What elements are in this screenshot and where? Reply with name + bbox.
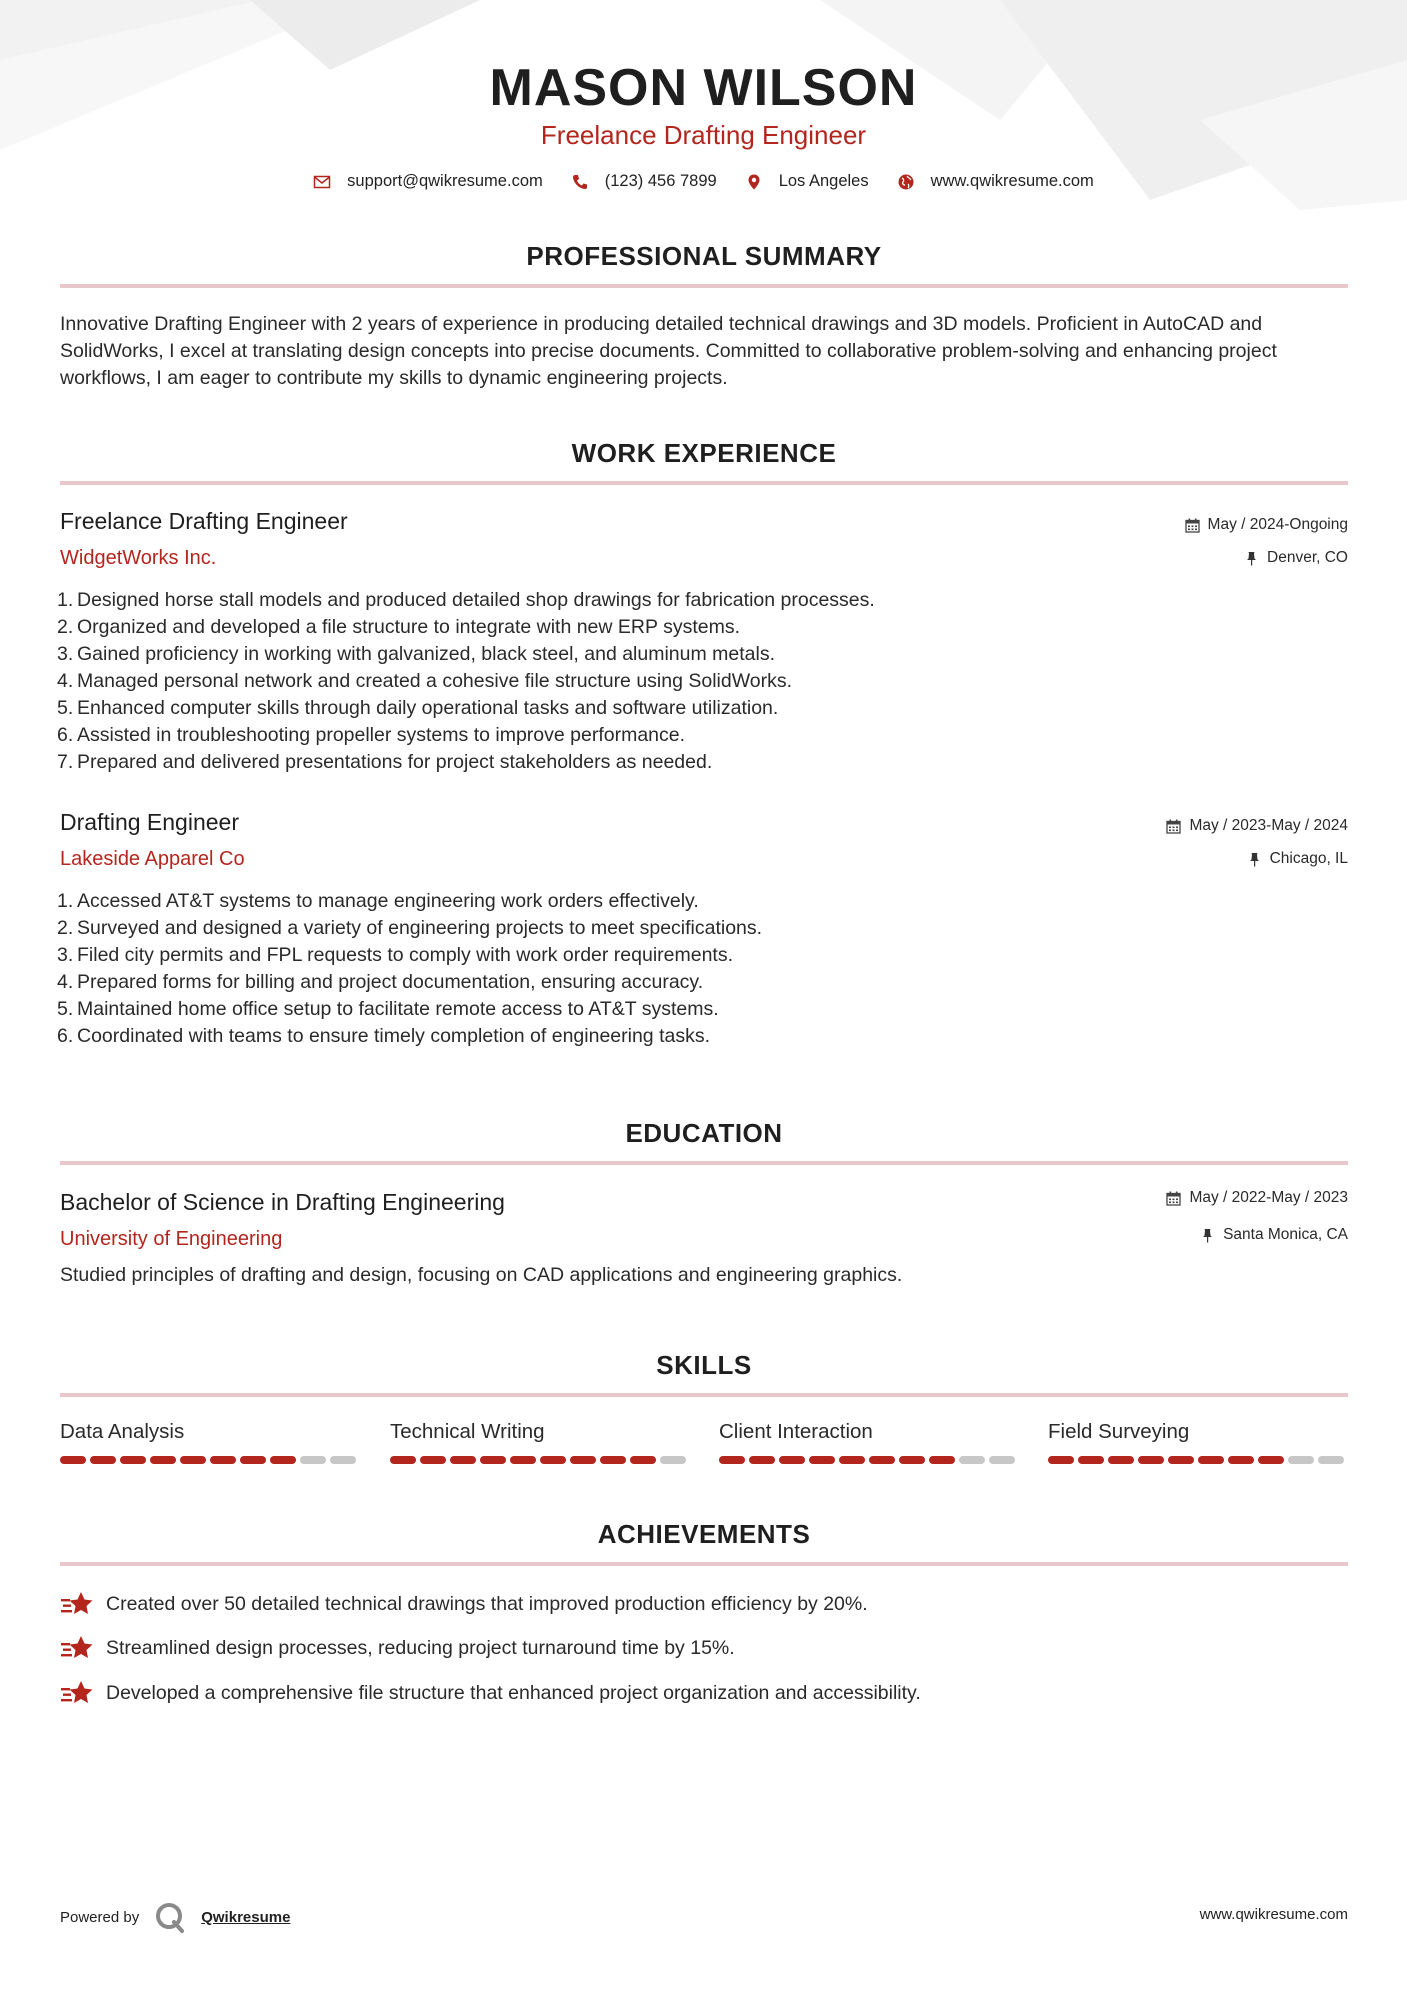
achievements-divider — [60, 1562, 1348, 1566]
phone-icon — [571, 173, 589, 191]
list-item: 4. Managed personal network and created a cohesive file structure using SolidWorks. — [57, 670, 793, 692]
list-item: 4. Prepared forms for billing and project documentation, ensuring accuracy. — [57, 971, 704, 993]
achievements-heading: ACHIEVEMENTS — [597, 1519, 811, 1549]
calendar-icon — [1185, 518, 1200, 533]
education-dates-text: May / 2022-May / 2023 — [1189, 1189, 1348, 1206]
skill-name: Client Interaction — [719, 1420, 873, 1443]
contact-website-text: www.qwikresume.com — [930, 172, 1094, 190]
achievement-text: Created over 50 detailed technical drawings that improved production efficiency by 20%. — [106, 1592, 868, 1615]
summary-divider — [60, 284, 1348, 288]
job-dates — [1166, 817, 1348, 835]
job-title: Freelance Drafting Engineer — [60, 508, 348, 534]
list-item: 5. Maintained home office setup to facilitate remote access to AT&T systems. — [57, 998, 719, 1020]
experience-divider — [60, 481, 1348, 485]
skill-segment-empty — [989, 1456, 1015, 1464]
education-degree: Bachelor of Science in Drafting Engineering — [60, 1189, 505, 1215]
candidate-title: Freelance Drafting Engineer — [540, 120, 867, 150]
contact-email-text: support@qwikresume.com — [347, 172, 543, 190]
list-item: 6. Coordinated with teams to ensure timely completion of engineering tasks. — [57, 1025, 710, 1047]
skill-segment-filled — [869, 1456, 895, 1464]
calendar-icon — [1166, 1191, 1181, 1206]
summary-heading: PROFESSIONAL SUMMARY — [526, 241, 882, 271]
map-pin-icon — [745, 173, 763, 191]
skill-segment-filled — [420, 1456, 446, 1464]
job-dates — [1185, 516, 1348, 534]
education-school: University of Engineering — [60, 1228, 283, 1250]
achievement-text: Streamlined design processes, reducing project turnaround time by 15%. — [106, 1636, 735, 1659]
list-item: 2. Organized and developed a file structure to integrate with new ERP systems. — [57, 616, 740, 638]
powered-by-label: Powered by — [60, 1908, 140, 1926]
skill-segment-filled — [779, 1456, 805, 1464]
skill-segment-filled — [1168, 1456, 1194, 1464]
summary-text: Innovative Drafting Engineer with 2 years of experience in producing detailed technical drawings and 3D models. Proficient in AutoCAD and SolidWorks, I excel at translating design concepts into precise documents. Committed to collaborative problem-solving and enhancing project workflows, I am eager to contribute my skills to dynamic engineering projects. — [60, 313, 1277, 389]
job-location — [1244, 549, 1348, 567]
skill-name: Field Surveying — [1048, 1420, 1190, 1443]
pushpin-icon — [1247, 852, 1262, 867]
list-item: 7. Prepared and delivered presentations for project stakeholders as needed. — [57, 751, 713, 773]
achievement-item — [60, 1679, 921, 1707]
list-item: 6. Assisted in troubleshooting propeller systems to improve performance. — [57, 724, 686, 746]
skill-level-bar — [719, 1456, 1021, 1464]
shooting-star-icon — [60, 1590, 94, 1618]
experience-heading: WORK EXPERIENCE — [571, 438, 837, 468]
job-company: WidgetWorks Inc. — [60, 547, 217, 569]
skill-segment-empty — [1288, 1456, 1314, 1464]
skill-segment-filled — [1048, 1456, 1074, 1464]
shooting-star-icon — [60, 1634, 94, 1662]
contact-bar — [0, 172, 1407, 191]
skill-segment-filled — [719, 1456, 745, 1464]
job-dates-text: May / 2023-May / 2024 — [1189, 817, 1348, 834]
skill-segment-filled — [899, 1456, 925, 1464]
skill-name: Technical Writing — [390, 1420, 545, 1443]
contact-phone-text: (123) 456 7899 — [604, 172, 717, 190]
job-location-text: Denver, CO — [1267, 549, 1348, 566]
job-bullets — [57, 587, 875, 776]
qwikresume-logo-icon — [153, 1900, 187, 1934]
skill-item — [1048, 1420, 1350, 1464]
skill-segment-filled — [1078, 1456, 1104, 1464]
skill-segment-filled — [60, 1456, 86, 1464]
skill-segment-filled — [510, 1456, 536, 1464]
skill-segment-filled — [1108, 1456, 1134, 1464]
list-item: 3. Filed city permits and FPL requests to comply with work order requirements. — [57, 944, 734, 966]
education-heading: EDUCATION — [625, 1118, 783, 1148]
achievement-text: Developed a comprehensive file structure that enhanced project organization and accessibility. — [106, 1681, 921, 1704]
pushpin-icon — [1244, 551, 1259, 566]
contact-website[interactable] — [897, 172, 1094, 191]
globe-icon — [897, 173, 915, 191]
education-divider — [60, 1161, 1348, 1165]
skill-segment-filled — [150, 1456, 176, 1464]
list-item: 5. Enhanced computer skills through daily operational tasks and software utilization. — [57, 697, 779, 719]
qwikresume-link[interactable]: Qwikresume — [201, 1908, 291, 1926]
skill-segment-empty — [660, 1456, 686, 1464]
skill-segment-filled — [390, 1456, 416, 1464]
skill-segment-empty — [959, 1456, 985, 1464]
calendar-icon — [1166, 819, 1181, 834]
skill-item — [60, 1420, 362, 1464]
list-item: 2. Surveyed and designed a variety of engineering projects to meet specifications. — [57, 917, 763, 939]
job-location — [1247, 850, 1348, 868]
education-description: Studied principles of drafting and design, focusing on CAD applications and engineering graphics. — [60, 1264, 903, 1286]
job-title: Drafting Engineer — [60, 809, 239, 835]
job-bullets — [57, 888, 762, 1050]
skill-segment-filled — [1258, 1456, 1284, 1464]
list-item: 3. Gained proficiency in working with galvanized, black steel, and aluminum metals. — [57, 643, 776, 665]
skill-segment-empty — [330, 1456, 356, 1464]
achievement-item — [60, 1634, 735, 1662]
job-company: Lakeside Apparel Co — [60, 848, 245, 870]
skill-segment-filled — [1198, 1456, 1224, 1464]
list-item: 1. Designed horse stall models and produced detailed shop drawings for fabrication processes. — [57, 589, 875, 611]
skill-segment-filled — [1138, 1456, 1164, 1464]
education-dates — [1166, 1189, 1348, 1207]
skills-divider — [60, 1393, 1348, 1397]
shooting-star-icon — [60, 1679, 94, 1707]
education-location — [1200, 1226, 1348, 1244]
skill-segment-filled — [270, 1456, 296, 1464]
skill-level-bar — [390, 1456, 692, 1464]
contact-location-text: Los Angeles — [778, 172, 869, 190]
contact-email[interactable] — [313, 172, 543, 191]
contact-phone[interactable] — [571, 172, 717, 191]
skill-segment-filled — [90, 1456, 116, 1464]
skill-segment-filled — [120, 1456, 146, 1464]
skills-heading: SKILLS — [656, 1350, 752, 1380]
footer-website[interactable]: www.qwikresume.com — [1199, 1906, 1348, 1923]
list-item: 1. Accessed AT&T systems to manage engineering work orders effectively. — [57, 890, 699, 912]
skill-segment-filled — [749, 1456, 775, 1464]
job-dates-text: May / 2024-Ongoing — [1207, 516, 1348, 533]
skill-segment-filled — [480, 1456, 506, 1464]
skill-segment-filled — [180, 1456, 206, 1464]
job-location-text: Chicago, IL — [1269, 850, 1348, 867]
skill-item — [390, 1420, 692, 1464]
skill-segment-filled — [809, 1456, 835, 1464]
skill-segment-filled — [839, 1456, 865, 1464]
skill-segment-filled — [240, 1456, 266, 1464]
skill-level-bar — [60, 1456, 362, 1464]
skill-segment-filled — [630, 1456, 656, 1464]
skill-segment-filled — [929, 1456, 955, 1464]
candidate-name: MASON WILSON — [489, 59, 918, 117]
skill-segment-filled — [600, 1456, 626, 1464]
skill-name: Data Analysis — [60, 1420, 185, 1443]
achievement-item — [60, 1590, 868, 1618]
skill-segment-filled — [570, 1456, 596, 1464]
skill-segment-filled — [1228, 1456, 1254, 1464]
skill-segment-filled — [450, 1456, 476, 1464]
skill-segment-filled — [540, 1456, 566, 1464]
skill-level-bar — [1048, 1456, 1350, 1464]
contact-location — [745, 172, 869, 191]
education-location-text: Santa Monica, CA — [1223, 1226, 1348, 1243]
skill-segment-filled — [210, 1456, 236, 1464]
pushpin-icon — [1200, 1228, 1215, 1243]
skill-item — [719, 1420, 1021, 1464]
skill-segment-empty — [300, 1456, 326, 1464]
envelope-icon — [313, 173, 331, 191]
footer-powered-by — [60, 1900, 290, 1934]
skill-segment-empty — [1318, 1456, 1344, 1464]
